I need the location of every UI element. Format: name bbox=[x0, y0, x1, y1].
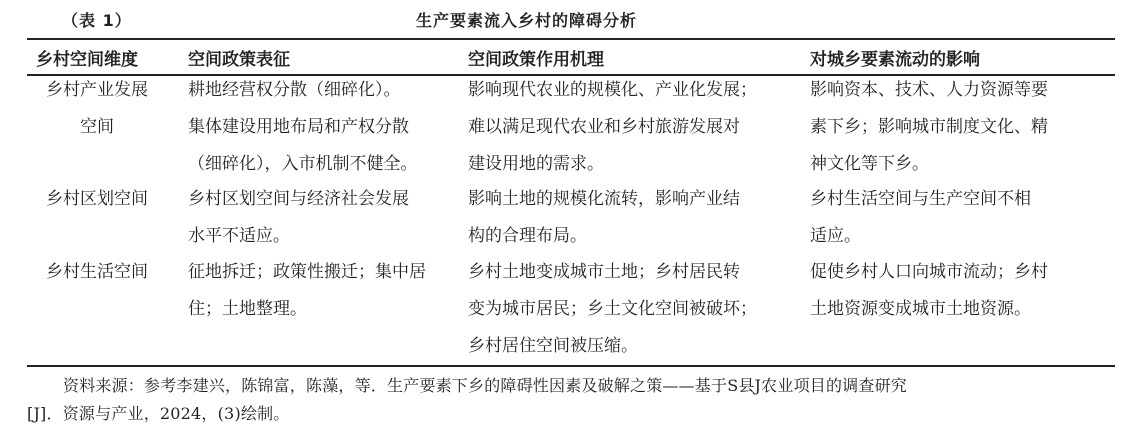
row2-policy-cell bbox=[188, 181, 463, 255]
row1-dimension-line: 空间 bbox=[80, 117, 114, 137]
table-caption bbox=[0, 2, 1123, 34]
row2-mechanism-line: 影响土地的规模化流转，影响产业结 bbox=[468, 189, 740, 209]
row3-dimension-cell bbox=[27, 254, 167, 291]
row1-mechanism-line: 影响现代农业的规模化、产业化发展； bbox=[468, 80, 757, 100]
row1-impact-cell bbox=[810, 72, 1100, 183]
row3-policy-line: 征地拆迁；政策性搬迁；集中居 bbox=[188, 262, 426, 282]
header-policy: 空间政策表征 bbox=[188, 50, 290, 70]
row3-impact-line: 土地资源变成城市土地资源。 bbox=[810, 299, 1031, 319]
table-title: 生产要素流入乡村的障碍分析 bbox=[416, 11, 638, 30]
row2-impact-line: 乡村生活空间与生产空间不相 bbox=[810, 189, 1031, 209]
row2-dimension-line: 乡村区划空间 bbox=[46, 189, 148, 209]
table-number-label: （表 1） bbox=[62, 11, 132, 30]
row3-mechanism-line: 乡村土地变成城市土地；乡村居民转 bbox=[468, 262, 740, 282]
row2-impact-cell bbox=[810, 181, 1100, 255]
row2-impact-line: 适应。 bbox=[810, 226, 861, 246]
row3-impact-cell bbox=[810, 254, 1100, 328]
row2-dimension-cell bbox=[27, 181, 167, 218]
header-mechanism: 空间政策作用机理 bbox=[468, 50, 604, 70]
row1-impact-line: 影响资本、技术、人力资源等要 bbox=[810, 80, 1048, 100]
source-note bbox=[27, 372, 1117, 428]
table-bottom-rule bbox=[27, 365, 1115, 367]
row1-policy-line: 集体建设用地布局和产权分散 bbox=[188, 117, 409, 137]
source-note-line: 资料来源：参考李建兴，陈锦富，陈藻，等．生产要素下乡的障碍性因素及破解之策——基于S县J农业项目的调查研究 bbox=[63, 376, 907, 395]
row3-mechanism-cell bbox=[468, 254, 798, 365]
row3-dimension-line: 乡村生活空间 bbox=[46, 262, 148, 282]
row1-dimension-cell bbox=[27, 72, 167, 146]
row2-policy-line: 水平不适应。 bbox=[188, 226, 290, 246]
header-dimension: 乡村空间维度 bbox=[36, 50, 138, 70]
table-top-rule bbox=[27, 38, 1115, 40]
row3-policy-line: 住；土地整理。 bbox=[188, 299, 307, 319]
row3-impact-line: 促使乡村人口向城市流动；乡村 bbox=[810, 262, 1048, 282]
row1-impact-line: 神文化等下乡。 bbox=[810, 154, 929, 174]
row1-mechanism-line: 建设用地的需求。 bbox=[468, 154, 604, 174]
row2-mechanism-line: 构的合理布局。 bbox=[468, 226, 587, 246]
header-impact: 对城乡要素流动的影响 bbox=[810, 50, 980, 70]
row1-policy-line: 耕地经营权分散（细碎化）。 bbox=[188, 80, 401, 100]
row3-mechanism-line: 乡村居住空间被压缩。 bbox=[468, 336, 638, 356]
row1-impact-line: 素下乡；影响城市制度文化、精 bbox=[810, 117, 1048, 137]
source-note-line: [J]．资源与产业，2024，(3)绘制。 bbox=[27, 404, 290, 423]
row1-mechanism-cell bbox=[468, 72, 798, 183]
row1-policy-line: （细碎化），入市机制不健全。 bbox=[188, 154, 418, 174]
row3-mechanism-line: 变为城市居民；乡土文化空间被破坏； bbox=[468, 299, 757, 319]
row1-dimension-line: 乡村产业发展 bbox=[46, 80, 148, 100]
row2-policy-line: 乡村区划空间与经济社会发展 bbox=[188, 189, 409, 209]
row1-mechanism-line: 难以满足现代农业和乡村旅游发展对 bbox=[468, 117, 740, 137]
row3-policy-cell bbox=[188, 254, 463, 328]
row1-policy-cell bbox=[188, 72, 463, 183]
row2-mechanism-cell bbox=[468, 181, 798, 255]
